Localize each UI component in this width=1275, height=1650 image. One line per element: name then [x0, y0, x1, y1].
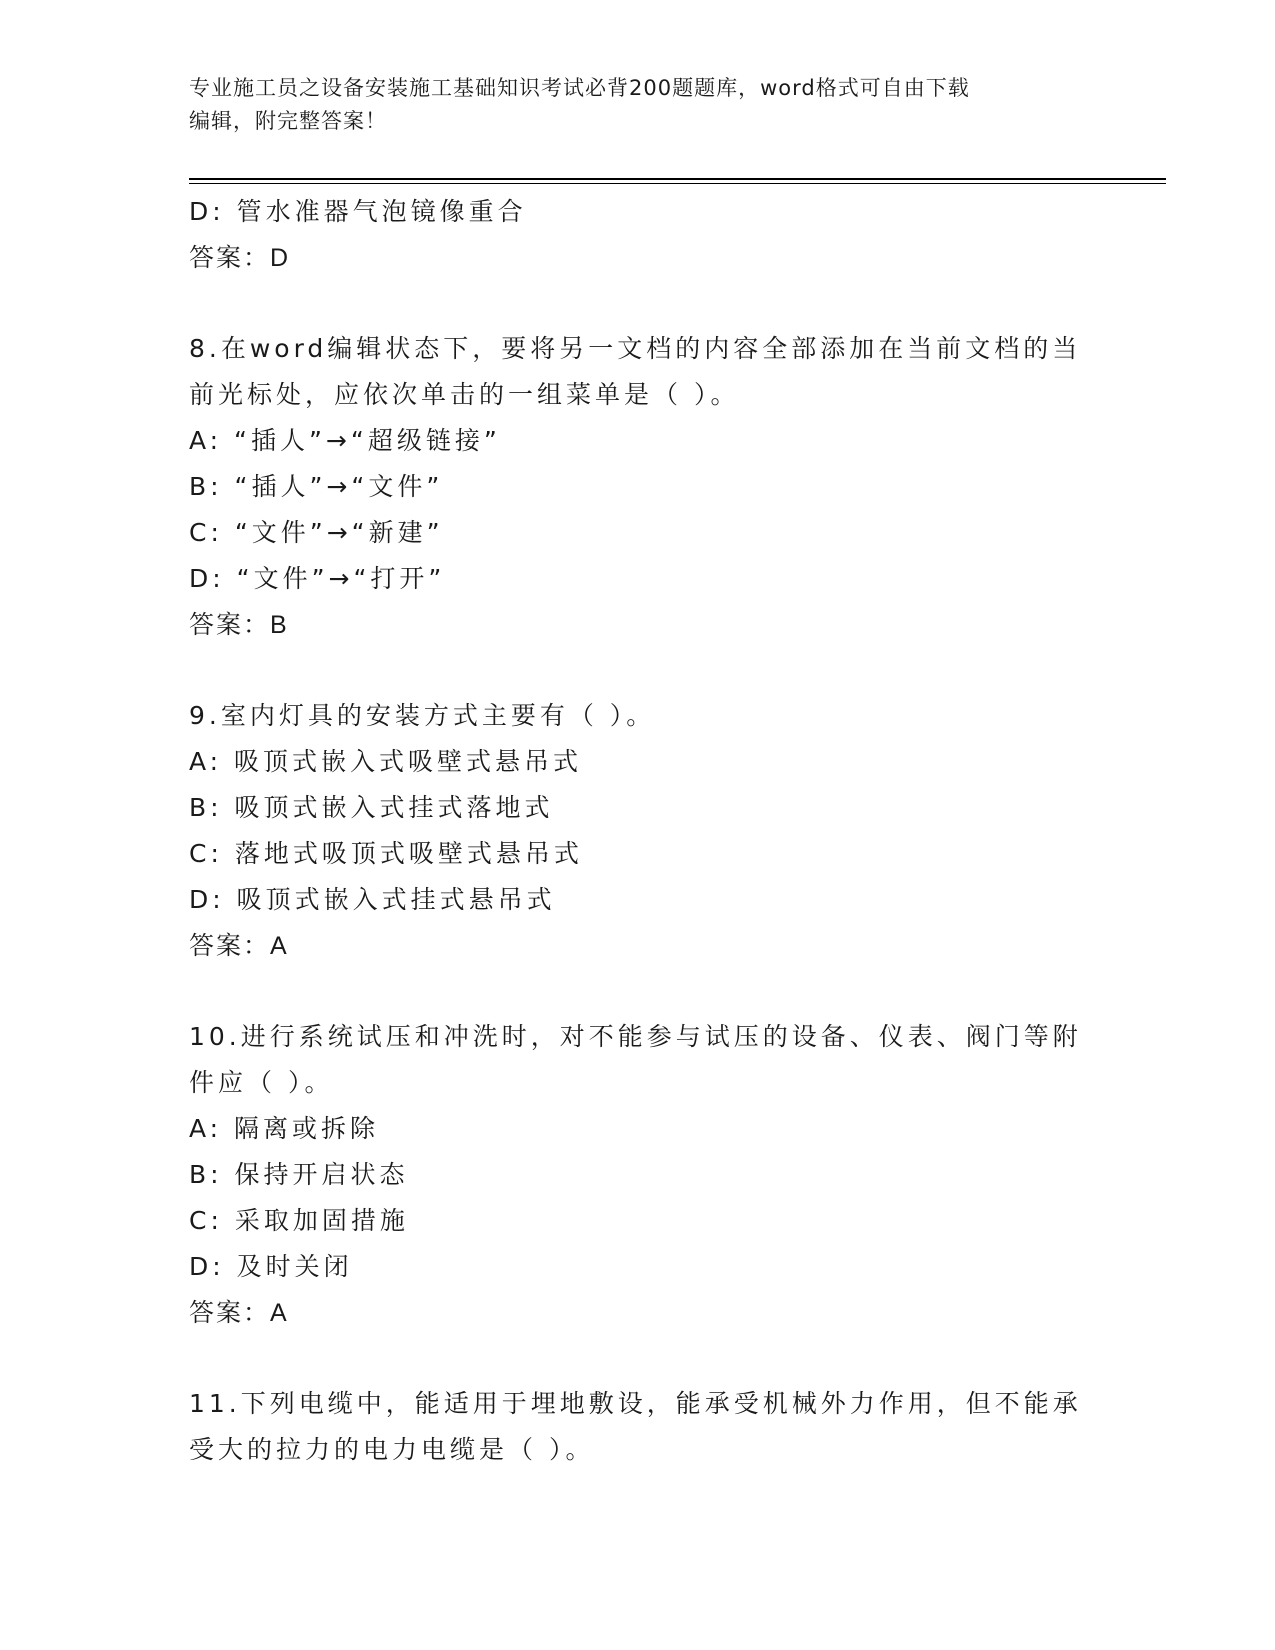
question-block-11 [189, 1381, 1089, 1473]
option-d: D: 及时关闭 [189, 1252, 353, 1281]
spacer [189, 969, 1089, 1014]
question-block-10 [189, 1014, 1089, 1336]
option-b: B: “插人”→“文件” [189, 472, 444, 501]
page-header [189, 72, 1089, 138]
option-a: A: 吸顶式嵌入式吸壁式悬吊式 [189, 747, 583, 776]
question-block-9 [189, 693, 1089, 969]
answer-line: 答案：D [189, 244, 291, 272]
option-c: C: “文件”→“新建” [189, 518, 444, 547]
option-d: D: 管水准器气泡镜像重合 [189, 197, 527, 226]
question-stem: 11.下列电缆中，能适用于埋地敷设，能承受机械外力作用，但不能承 [189, 1389, 1082, 1418]
spacer [189, 281, 1089, 326]
answer-line: 答案：B [189, 611, 289, 639]
question-block-prev [189, 189, 1089, 281]
header-rule-thick [189, 178, 1166, 180]
spacer [189, 1336, 1089, 1381]
question-list [189, 189, 1089, 1473]
option-a: A: “插人”→“超级链接” [189, 426, 501, 455]
option-b: B: 保持开启状态 [189, 1160, 409, 1189]
question-stem-cont: 前光标处，应依次单击的一组菜单是（ ）。 [189, 380, 740, 409]
option-a: A: 隔离或拆除 [189, 1114, 380, 1143]
question-stem: 10.进行系统试压和冲洗时，对不能参与试压的设备、仪表、阀门等附 [189, 1022, 1082, 1051]
question-stem-cont: 件应（ ）。 [189, 1068, 334, 1097]
option-c: C: 落地式吸顶式吸壁式悬吊式 [189, 839, 583, 868]
header-rule-thin [189, 183, 1166, 184]
header-title-line-1: 专业施工员之设备安装施工基础知识考试必背200题题库，word格式可自由下载 [189, 76, 970, 100]
answer-line: 答案：A [189, 932, 289, 960]
option-c: C: 采取加固措施 [189, 1206, 409, 1235]
option-d: D: “文件”→“打开” [189, 564, 446, 593]
option-d: D: 吸顶式嵌入式挂式悬吊式 [189, 885, 556, 914]
header-title-line-2: 编辑，附完整答案！ [189, 109, 387, 133]
question-stem-cont: 受大的拉力的电力电缆是（ ）。 [189, 1435, 595, 1464]
question-stem: 8.在word编辑状态下，要将另一文档的内容全部添加在当前文档的当 [189, 334, 1082, 363]
question-block-8 [189, 326, 1089, 648]
answer-line: 答案：A [189, 1299, 289, 1327]
spacer [189, 648, 1089, 693]
option-b: B: 吸顶式嵌入式挂式落地式 [189, 793, 554, 822]
question-stem: 9.室内灯具的安装方式主要有（ ）。 [189, 701, 656, 730]
